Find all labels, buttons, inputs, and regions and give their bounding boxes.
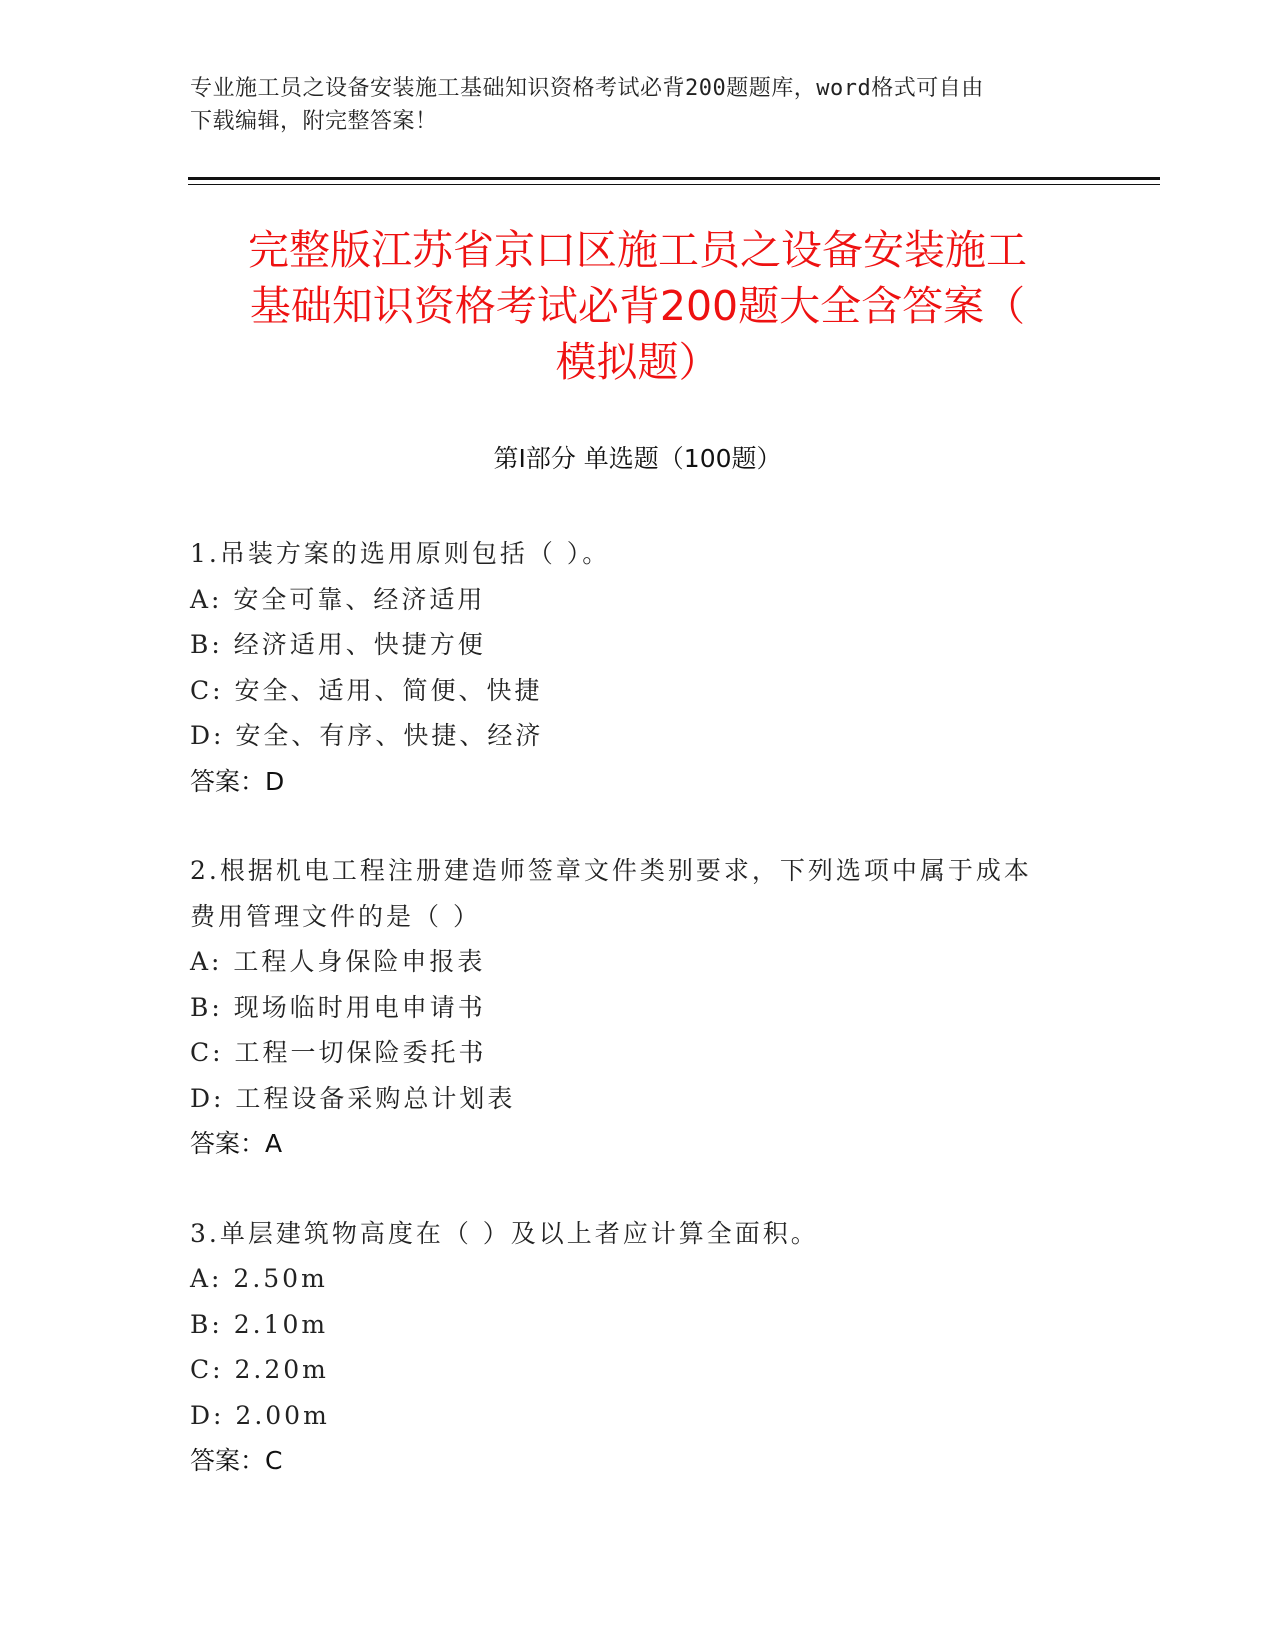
header-note-line-2: 下载编辑，附完整答案！ [190, 109, 438, 134]
answer-row [190, 1121, 1090, 1167]
question-stem-line-1: 2.根据机电工程注册建造师签章文件类别要求，下列选项中属于成本 [190, 856, 1032, 885]
option-a: A: 安全可靠、经济适用 [190, 584, 486, 614]
option-c: C: 工程一切保险委托书 [190, 1038, 487, 1067]
option-b: B: 经济适用、快捷方便 [190, 630, 486, 659]
answer-label: 答案： [190, 766, 266, 796]
answer-row [190, 759, 1090, 805]
option-a: A: 2.50m [190, 1264, 328, 1293]
option-b: B: 2.10m [190, 1309, 329, 1339]
document-title [150, 222, 1125, 390]
option-a: A: 工程人身保险申报表 [190, 947, 486, 976]
option-c: C: 安全、适用、简便、快捷 [190, 675, 543, 705]
option-d: D: 安全、有序、快捷、经济 [190, 721, 544, 750]
header-rule-thick [188, 177, 1160, 180]
answer-row [190, 1438, 1090, 1484]
question-2 [190, 848, 1090, 1167]
option-c: C: 2.20m [190, 1355, 329, 1384]
question-list [190, 531, 1090, 1528]
header-rule-thin [188, 184, 1160, 185]
document-title-line-1: 完整版江苏省京口区施工员之设备安装施工 [248, 226, 1027, 274]
document-title-line-2: 基础知识资格考试必背200题大全含答案（ [249, 282, 1026, 330]
option-d: D: 2.00m [190, 1400, 330, 1430]
question-3 [190, 1211, 1090, 1484]
answer-value: A [265, 1129, 283, 1158]
option-b: B: 现场临时用电申请书 [190, 992, 486, 1022]
document-title-line-3: 模拟题） [555, 338, 720, 386]
question-stem-line-2: 费用管理文件的是（ ） [190, 901, 481, 931]
question-stem: 3.单层建筑物高度在（ ）及以上者应计算全面积。 [190, 1218, 819, 1248]
header-note [190, 72, 1090, 138]
answer-label: 答案： [190, 1446, 266, 1475]
option-d: D: 工程设备采购总计划表 [190, 1083, 516, 1113]
answer-value: C [265, 1446, 283, 1475]
answer-value: D [265, 766, 285, 796]
question-1 [190, 531, 1090, 804]
answer-label: 答案： [190, 1129, 266, 1158]
question-stem: 1.吊装方案的选用原则包括（ ）。 [190, 539, 611, 568]
section-title: 第I部分 单选题（100题） [493, 444, 782, 473]
header-note-line-1: 专业施工员之设备安装施工基础知识资格考试必背200题题库，word格式可自由 [190, 76, 984, 101]
